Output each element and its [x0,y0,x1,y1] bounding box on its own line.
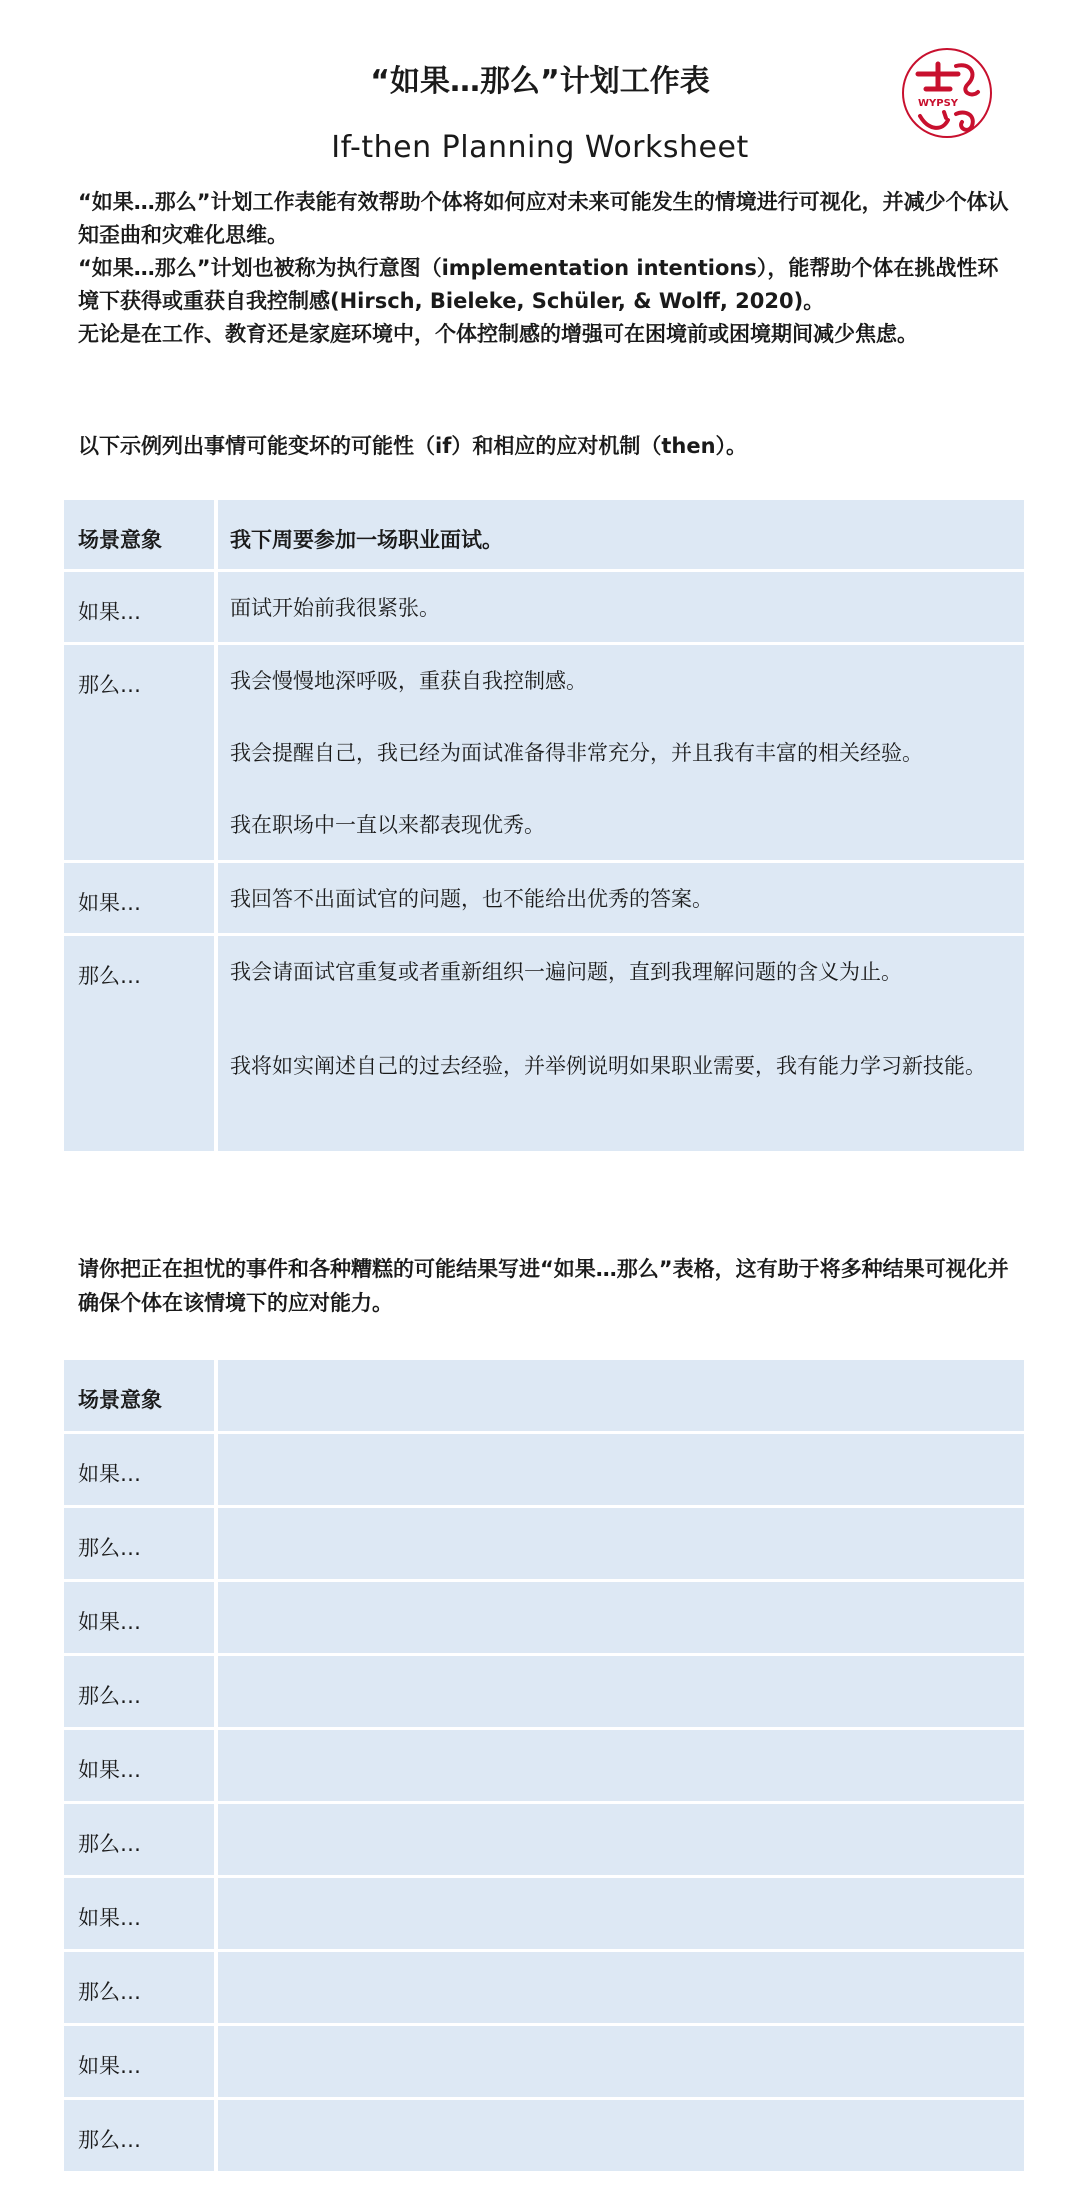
table-row [64,936,1024,1154]
page-title-english: If-then Planning Worksheet [331,130,749,165]
scenario-label: 场景意象 [64,1360,218,1434]
svg-text:WYPSY: WYPSY [918,98,959,109]
row-label: 那么… [64,1508,218,1582]
table-row [64,1656,1024,1730]
row-label: 那么… [64,645,218,863]
table-row [64,572,1024,645]
blank-input-cell[interactable] [218,1434,1024,1508]
row-label: 如果… [64,863,218,936]
wypsy-logo [898,44,996,142]
table-row [64,1952,1024,2026]
table-row [64,500,1024,572]
row-line: 我将如实阐述自己的过去经验，并举例说明如果职业需要，我有能力学习新技能。 [230,1054,986,1078]
intro-text [78,186,1018,351]
table-row [64,2026,1024,2100]
row-line: 我回答不出面试官的问题，也不能给出优秀的答案。 [230,887,713,911]
blank-input-cell[interactable] [218,2026,1024,2100]
blank-input-cell[interactable] [218,1360,1024,1434]
row-line: 面试开始前我很紧张。 [230,596,440,620]
intro-paragraph: 无论是在工作、教育还是家庭环境中，个体控制感的增强可在困境前或困境期间减少焦虑。 [78,322,918,346]
example-lead-text: 以下示例列出事情可能变坏的可能性（if）和相应的应对机制（then）。 [78,434,748,458]
table-row [64,1878,1024,1952]
scenario-text: 我下周要参加一场职业面试。 [218,500,1024,572]
intro-paragraph: “如果…那么”计划也被称为执行意图（implementation intentions），能帮助个体在挑战性环境下获得或重获自我控制感(Hirsch, Bieleke, Schüler, & Wolff, 2020)。 [78,256,999,313]
row-label: 那么… [64,1656,218,1730]
scenario-label: 场景意象 [64,500,218,572]
blank-input-cell[interactable] [218,1582,1024,1656]
blank-input-cell[interactable] [218,1730,1024,1804]
table-row [64,1360,1024,1434]
row-line: 我会提醒自己，我已经为面试准备得非常充分，并且我有丰富的相关经验。 [230,741,923,765]
row-content [218,936,1024,1154]
intro-paragraph: “如果…那么”计划工作表能有效帮助个体将如何应对未来可能发生的情境进行可视化，并减少个体认知歪曲和灾难化思维。 [78,190,1009,247]
blank-worksheet-table [64,1360,1024,2174]
table-row [64,1508,1024,1582]
page-title-chinese: “如果…那么”计划工作表 [370,64,710,99]
blank-input-cell[interactable] [218,1508,1024,1582]
table-row [64,645,1024,863]
row-label: 如果… [64,572,218,645]
row-content [218,863,1024,936]
row-label: 那么… [64,1804,218,1878]
row-line: 我会慢慢地深呼吸，重获自我控制感。 [230,669,587,693]
row-label: 如果… [64,1878,218,1952]
row-label: 那么… [64,2100,218,2174]
blank-input-cell[interactable] [218,1656,1024,1730]
blank-input-cell[interactable] [218,1878,1024,1952]
row-label: 那么… [64,1952,218,2026]
row-label: 如果… [64,1730,218,1804]
example-worksheet-table [64,500,1024,1154]
row-label: 如果… [64,1582,218,1656]
row-content [218,645,1024,863]
row-label: 那么… [64,936,218,1154]
table-row [64,1582,1024,1656]
blank-input-cell[interactable] [218,2100,1024,2174]
row-content [218,572,1024,645]
row-line: 我会请面试官重复或者重新组织一遍问题，直到我理解问题的含义为止。 [230,960,902,984]
blank-input-cell[interactable] [218,1952,1024,2026]
blank-lead-text: 请你把正在担忧的事件和各种糟糕的可能结果写进“如果…那么”表格，这有助于将多种结果可视化并确保个体在该情境下的应对能力。 [78,1257,1009,1315]
row-label: 如果… [64,1434,218,1508]
row-label: 如果… [64,2026,218,2100]
table-row [64,863,1024,936]
table-row [64,1730,1024,1804]
table-row [64,1804,1024,1878]
row-line: 我在职场中一直以来都表现优秀。 [230,813,545,837]
blank-input-cell[interactable] [218,1804,1024,1878]
table-row [64,2100,1024,2174]
table-row [64,1434,1024,1508]
